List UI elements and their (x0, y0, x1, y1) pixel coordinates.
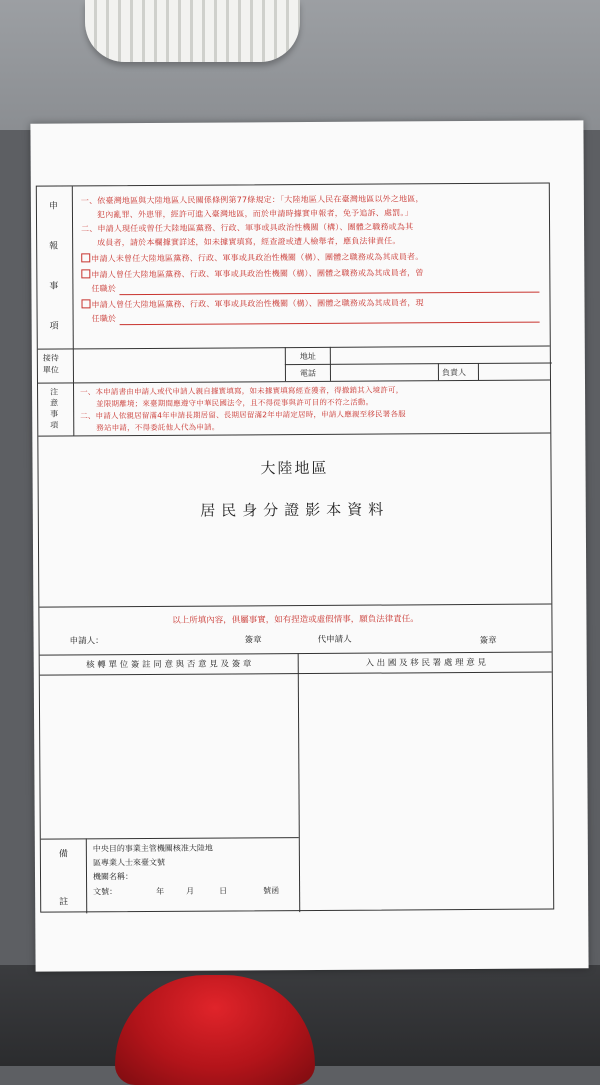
option-formerly-served[interactable] (81, 267, 423, 280)
review-right-opinion-field[interactable] (300, 674, 551, 909)
currently-serving-at-field[interactable] (120, 322, 540, 326)
remarks-line-3: 機關名稱： (92, 872, 134, 882)
declaration-label-1: 申 (48, 201, 58, 212)
remarks-day-label: 日 (219, 886, 228, 896)
declaration-label-2: 報 (49, 241, 59, 252)
option-not-served[interactable] (81, 251, 423, 264)
id-copy-attachment-area[interactable] (43, 534, 547, 603)
reception-label-1: 接待 (42, 353, 59, 363)
notes-line-2: 並限期離境；來臺期間應遵守中華民國法令，且不得從事與許可目的不符之活動。 (96, 397, 374, 409)
notes-line-4: 務站申請，不得委託他人代為申請。 (96, 422, 220, 433)
checkbox-not-served[interactable] (81, 253, 90, 262)
declaration-label-4: 項 (49, 321, 59, 332)
review-left-opinion-field[interactable] (42, 675, 297, 837)
notes-label-1: 注 (50, 387, 59, 397)
notes-line-1: 一、本申請書由申請人或代申請人親自據實填寫，如未據實填寫經查獲者，得撤銷其入境許可， (80, 385, 404, 397)
applicant-signature-field[interactable] (110, 631, 240, 645)
reception-label-2: 單位 (42, 365, 59, 375)
remarks-label-top: 備 (58, 849, 68, 860)
address-field[interactable] (334, 347, 548, 362)
declaration-line-3: 二、申請人現任或曾任大陸地區黨務、行政、軍事或具政治性機關（構）、團體之職務或為其 (81, 222, 414, 234)
remarks-line-2: 區專業人士來臺文號 (92, 857, 165, 868)
review-left-header: 核 轉 單 位 簽 註 同 意 與 否 意 見 及 簽 章 (86, 659, 252, 671)
checkbox-formerly-served[interactable] (81, 269, 90, 278)
id-section-title: 大陸地區 (260, 458, 329, 478)
application-form (36, 183, 554, 913)
notes-label-4: 項 (50, 420, 59, 430)
phone-cord (85, 0, 300, 62)
notes-label-3: 事 (50, 409, 59, 419)
option-currently-serving-label: 申請人曾任大陸地區黨務、行政、軍事或具政治性機關（構）、團體之職務或為其成員者，現 (91, 298, 424, 310)
notes-label-2: 意 (50, 398, 59, 408)
id-section-subtitle: 居民身分證影本資料 (200, 500, 390, 520)
remarks-label-bottom: 註 (59, 897, 69, 908)
applicant-label: 申請人： (69, 636, 104, 647)
currently-serving-at-label: 任職於 (91, 314, 117, 324)
phone-field[interactable] (334, 364, 434, 379)
applicant-seal-label: 簽章 (244, 635, 262, 646)
declaration-line-1: 一、依臺灣地區與大陸地區人民關係條例第77條規定：「大陸地區人民在臺灣地區以外之地區， (80, 194, 424, 206)
remarks-month-label: 月 (186, 886, 195, 896)
address-label: 地址 (299, 351, 316, 362)
formerly-served-at-label: 任職於 (91, 284, 117, 294)
declaration-label-3: 事 (49, 281, 59, 292)
phone-label: 電話 (299, 368, 316, 379)
agent-seal-label: 簽章 (479, 635, 497, 646)
agent-signature-field[interactable] (365, 630, 465, 644)
option-not-served-label: 申請人未曾任大陸地區黨務、行政、軍事或具政治性機關（構）、團體之職務或為其成員者。 (91, 252, 424, 264)
person-in-charge-label: 負責人 (441, 368, 466, 378)
remarks-line-1: 中央目的事業主管機關核准大陸地 (92, 843, 213, 854)
notes-line-3: 二、申請人依親居留滿4年申請長期居留、長期居留滿2年申請定居時，申請人應親至移民署各服 (80, 409, 406, 421)
declaration-line-4: 成員者，請於本欄據實詳述，如未據實填寫，經查證或遭人檢舉者，應負法律責任。 (97, 236, 401, 248)
declaration-line-2: 犯內亂罪、外患罪，經許可進入臺灣地區，而於申請時據實申報者，免予追訴、處罰。」 (96, 208, 413, 220)
certification-statement: 以上所填內容，俱屬事實，如有捏造或虛假情事，願負法律責任。 (172, 614, 419, 626)
formerly-served-at-field[interactable] (119, 292, 539, 296)
option-currently-serving[interactable] (81, 297, 423, 310)
remarks-year-label: 年 (156, 886, 165, 896)
agent-label: 代申請人 (317, 634, 352, 645)
remarks-doc-no-label: 文號： (93, 887, 118, 897)
option-formerly-served-label: 申請人曾任大陸地區黨務、行政、軍事或具政治性機關（構）、團體之職務或為其成員者，曾 (91, 268, 424, 280)
remarks-letter-label: 號函 (263, 886, 280, 896)
review-right-header: 入 出 國 及 移 民 署 處 理 意 見 (365, 657, 487, 669)
reception-unit-field[interactable] (75, 348, 282, 381)
form-paper (30, 120, 588, 971)
checkbox-currently-serving[interactable] (81, 299, 90, 308)
